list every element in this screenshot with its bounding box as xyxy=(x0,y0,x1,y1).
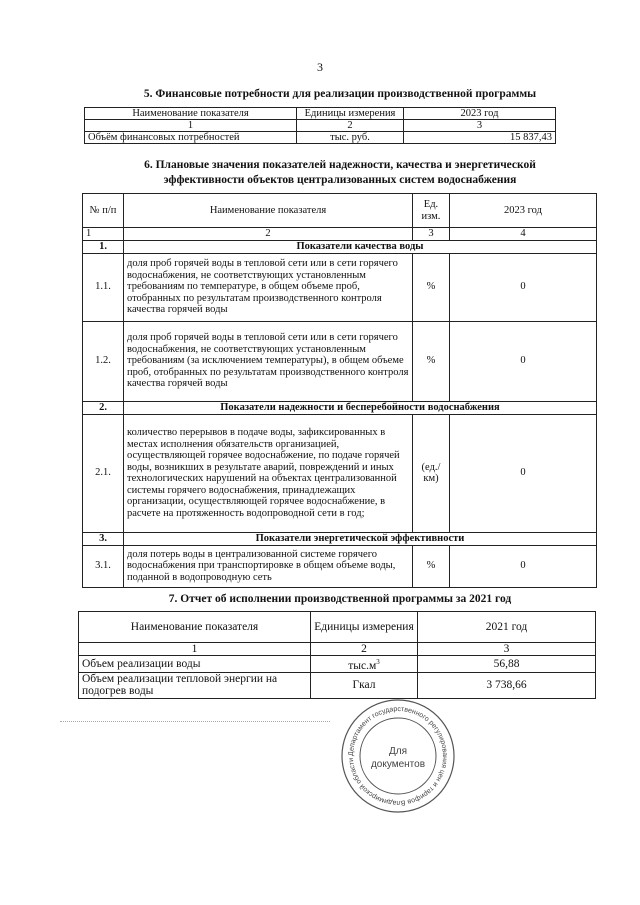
group-number: 3. xyxy=(83,532,124,545)
row-value: 3 738,66 xyxy=(418,672,596,698)
col-header: Наименование показателя xyxy=(85,108,297,120)
row-name: Объем реализации тепловой энергии на подогрев воды xyxy=(79,672,311,698)
row-number: 1.1. xyxy=(83,253,124,321)
row-value: 0 xyxy=(450,253,597,321)
group-title: Показатели качества воды xyxy=(124,240,597,253)
row-number: 1.2. xyxy=(83,321,124,401)
group-number: 2. xyxy=(83,401,124,414)
report-table xyxy=(78,611,596,699)
row-text: доля проб горячей воды в тепловой сети или в сети горячего водоснабжения, не соответствующих установленным требованиям по температуре, в общем объеме проб, отобранных по результатам производственного контроля качества горячей воды xyxy=(124,253,413,321)
index-cell: 1 xyxy=(79,643,311,656)
index-cell: 2 xyxy=(297,120,404,132)
row-name: Объем реализации воды xyxy=(79,656,311,673)
row-value: 0 xyxy=(450,545,597,587)
index-cell: 1 xyxy=(83,228,124,241)
row-value: 15 837,43 xyxy=(404,132,556,144)
stamp-center-line2: документов xyxy=(370,759,426,770)
group-title: Показатели энергетической эффективности xyxy=(124,532,597,545)
col-header-num: № п/п xyxy=(83,194,124,228)
row-unit: % xyxy=(413,545,450,587)
col-header-unit: Ед. изм. xyxy=(413,194,450,228)
row-unit: % xyxy=(413,321,450,401)
col-header-name: Наименование показателя xyxy=(124,194,413,228)
dotted-separator xyxy=(60,721,330,722)
index-cell: 1 xyxy=(85,120,297,132)
row-value: 0 xyxy=(450,414,597,532)
section-5-title: 5. Финансовые потребности для реализации производственной программы xyxy=(143,88,537,100)
section-6-title-line1: 6. Плановые значения показателей надежности, качества и энергетической xyxy=(144,159,536,171)
row-unit: $тыс.м^3$ xyxy=(311,656,418,673)
official-stamp xyxy=(340,698,456,814)
row-name: Объём финансовых потребностей xyxy=(85,132,297,144)
row-number: 2.1. xyxy=(83,414,124,532)
index-cell: 2 xyxy=(124,228,413,241)
group-number: 1. xyxy=(83,240,124,253)
row-unit: % xyxy=(413,253,450,321)
page-number: 3 xyxy=(317,60,323,74)
index-cell: 4 xyxy=(450,228,597,241)
financial-needs-table xyxy=(84,107,556,144)
index-cell: 3 xyxy=(413,228,450,241)
index-cell: 3 xyxy=(418,643,596,656)
row-value: 56,88 xyxy=(418,656,596,673)
row-text: количество перерывов в подаче воды, зафиксированных в местах исполнения обязательств организацией, осуществляющей горячее водоснабжение, по подаче горячей воды, возникших в результате аварий, повреждений и иных технологических нарушений на объектах централизованной системы горячего водоснабжения, принадлежащих организации, осуществляющей горячее водоснабжение, в расчете на протяженность водопроводной сети в год; xyxy=(124,414,413,532)
stamp-center-line1: Для xyxy=(388,746,408,757)
row-number: 3.1. xyxy=(83,545,124,587)
col-header: Единицы измерения xyxy=(311,612,418,643)
col-header: Наименование показателя xyxy=(79,612,311,643)
stamp-ring-text: Департамент государственного регулирования цен и тарифов Владимирской области xyxy=(347,705,449,807)
index-cell: 3 xyxy=(404,120,556,132)
col-header: 2023 год xyxy=(404,108,556,120)
row-text: доля проб горячей воды в тепловой сети или в сети горячего водоснабжения, не соответствующих установленным требованиям (за исключением температуры), в общем объеме проб, отобранных по результатам производственного контроля качества горячей воды xyxy=(124,321,413,401)
col-header-year: 2023 год xyxy=(450,194,597,228)
row-value: 0 xyxy=(450,321,597,401)
indicators-table xyxy=(82,193,597,588)
col-header: Единицы измерения xyxy=(297,108,404,120)
group-title: Показатели надежности и бесперебойности водоснабжения xyxy=(124,401,597,414)
section-7-title: 7. Отчет об исполнении производственной программы за 2021 год xyxy=(168,593,512,605)
row-unit: Гкал xyxy=(311,672,418,698)
row-unit: (ед./км) xyxy=(413,414,450,532)
row-text: доля потерь воды в централизованной системе горячего водоснабжения при транспортировке в общем объеме воды, поданной в водопроводную сеть xyxy=(124,545,413,587)
section-6-title-line2: эффективности объектов централизованных систем водоснабжения xyxy=(163,174,517,186)
index-cell: 2 xyxy=(311,643,418,656)
row-unit: тыс. руб. xyxy=(297,132,404,144)
col-header: 2021 год xyxy=(418,612,596,643)
